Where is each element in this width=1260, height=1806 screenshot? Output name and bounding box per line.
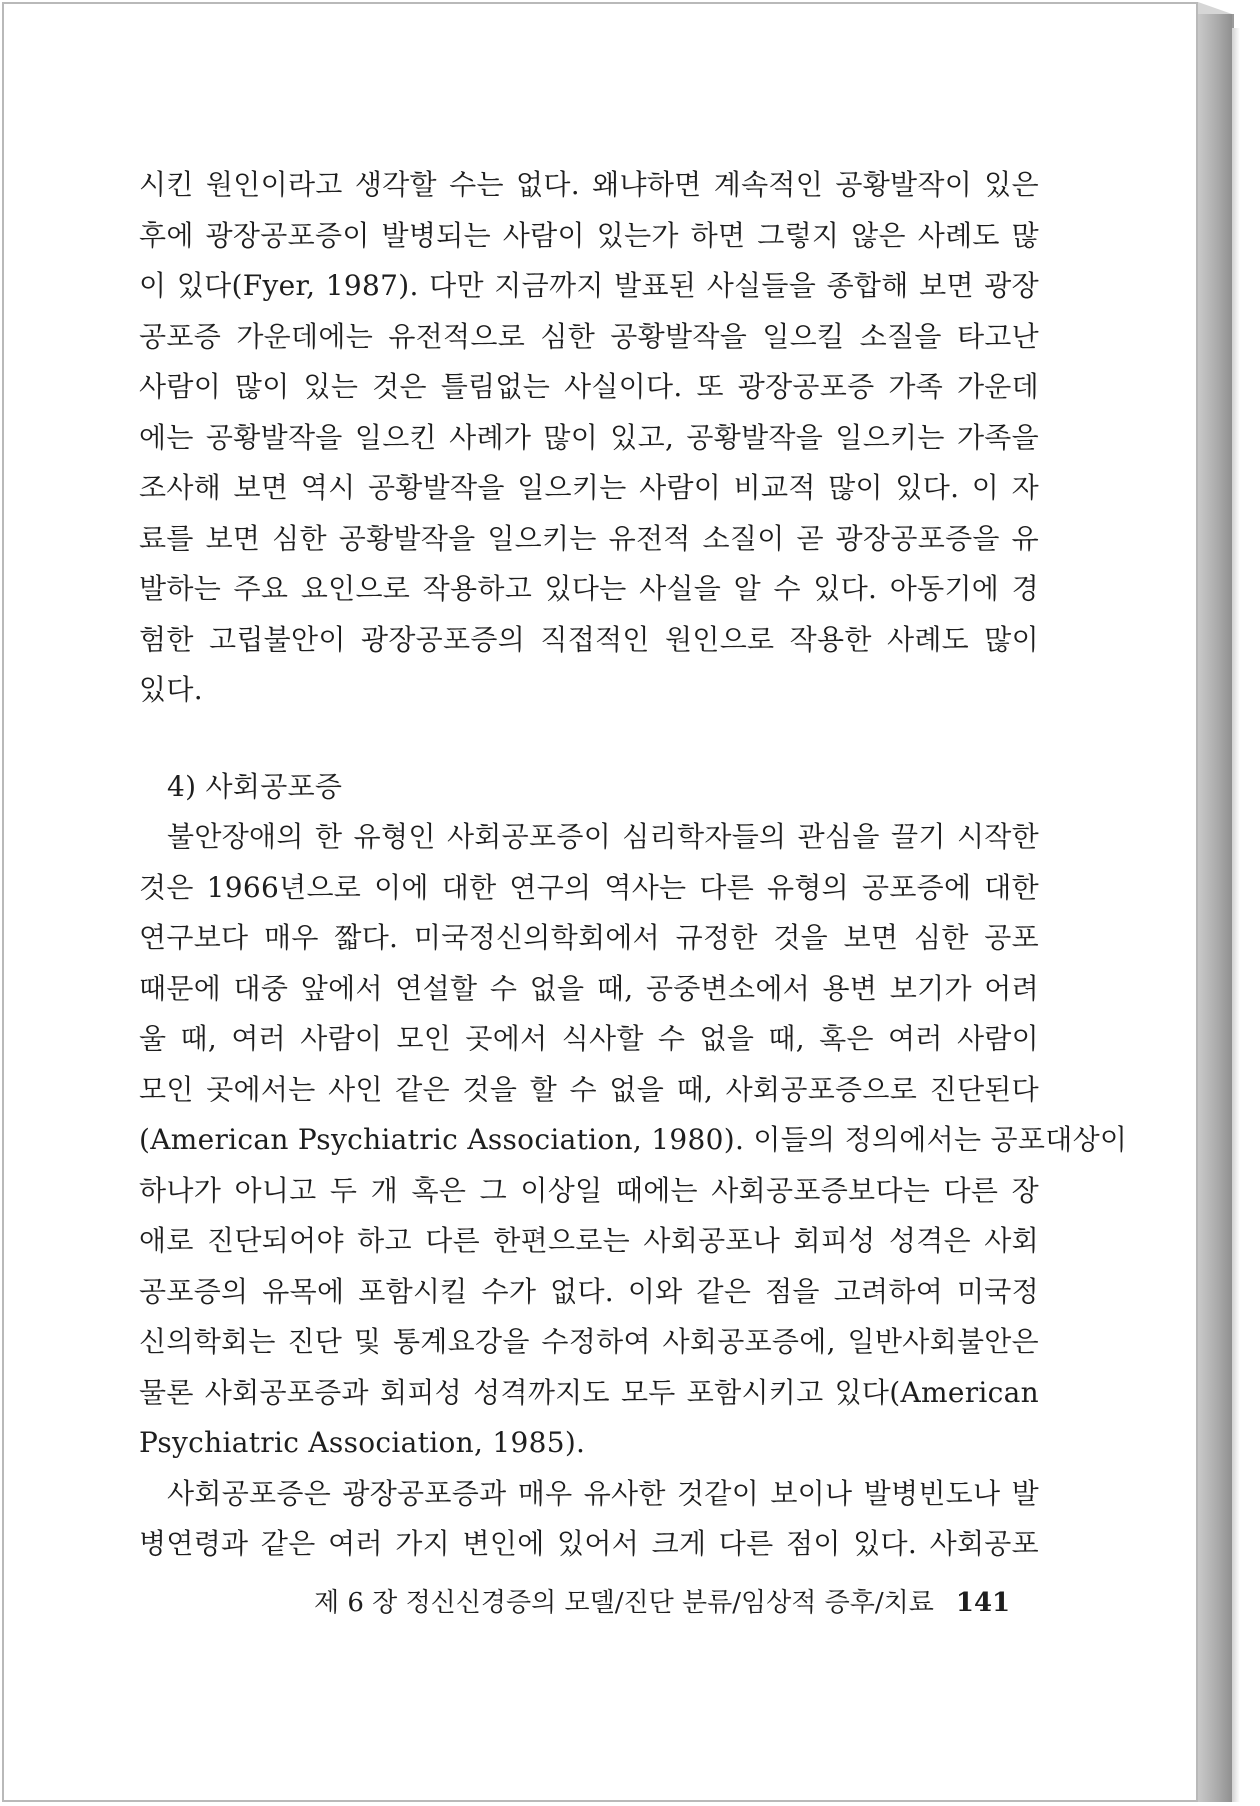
text-line: 연구보다 매우 짧다. 미국정신의학회에서 규정한 것을 보면 심한 공포 <box>139 921 1039 954</box>
text-line: 에는 공황발작을 일으킨 사례가 많이 있고, 공황발작을 일으키는 가족을 <box>139 420 1039 454</box>
text-line: 불안장애의 한 유형인 사회공포증이 심리학자들의 관심을 끌기 시작한 <box>167 820 1039 853</box>
text-line: 사회공포증은 광장공포증과 매우 유사한 것같이 보이나 발병빈도나 발 <box>167 1476 1039 1510</box>
text-line: 있다. <box>139 673 203 706</box>
text-line: 조사해 보면 역시 공황발작을 일으키는 사람이 비교적 많이 있다. 이 자 <box>139 471 1039 504</box>
text-line: 하나가 아니고 두 개 혹은 그 이상일 때에는 사회공포증보다는 다른 장 <box>139 1173 1039 1207</box>
paragraph-3 <box>139 1469 1039 1570</box>
text-line: 모인 곳에서는 사인 같은 것을 할 수 없을 때, 사회공포증으로 진단된다 <box>139 1072 1039 1106</box>
page-footer <box>314 1582 1014 1619</box>
page-stack-edge <box>1198 14 1234 1802</box>
text-line: 공포증 가운데에는 유전적으로 심한 공황발작을 일으킬 소질을 타고난 <box>139 319 1039 353</box>
body-text <box>139 160 1128 1570</box>
text-line: (American Psychiatric Association, 1980). 이들의 정의에서는 공포대상이 <box>139 1123 1128 1156</box>
text-line: 물론 사회공포증과 회피성 성격까지도 모두 포함시키고 있다(American <box>139 1375 1039 1409</box>
text-line: 신의학회는 진단 및 통계요강을 수정하여 사회공포증에, 일반사회불안은 <box>139 1325 1039 1358</box>
page-shadow <box>1232 28 1240 1802</box>
text-line: 사람이 많이 있는 것은 틀림없는 사실이다. 또 광장공포증 가족 가운데 <box>139 370 1039 403</box>
text-line: 발하는 주요 요인으로 작용하고 있다는 사실을 알 수 있다. 아동기에 경 <box>139 572 1039 605</box>
text-line: 시킨 원인이라고 생각할 수는 없다. 왜냐하면 계속적인 공황발작이 있은 <box>139 168 1039 201</box>
text-line: 공포증의 유목에 포함시킬 수가 없다. 이와 같은 점을 고려하여 미국정 <box>139 1274 1039 1308</box>
text-line: 때문에 대중 앞에서 연설할 수 없을 때, 공중변소에서 용변 보기가 어려 <box>139 971 1039 1005</box>
page-number: 141 <box>955 1588 1011 1618</box>
text-line: 병연령과 같은 여러 가지 변인에 있어서 크게 다른 점이 있다. 사회공포 <box>139 1527 1039 1560</box>
paragraph-2 <box>139 812 1128 1469</box>
text-line: 후에 광장공포증이 발병되는 사람이 있는가 하면 그렇지 않은 사례도 많 <box>139 218 1039 252</box>
text-line: 애로 진단되어야 하고 다른 한편으로는 사회공포나 회피성 성격은 사회 <box>139 1224 1039 1257</box>
text-line: 울 때, 여러 사람이 모인 곳에서 식사할 수 없을 때, 혹은 여러 사람이 <box>139 1022 1039 1055</box>
paragraph-1 <box>139 160 1039 716</box>
text-line: 료를 보면 심한 공황발작을 일으키는 유전적 소질이 곧 광장공포증을 유 <box>139 521 1039 555</box>
page-stack-top <box>1198 2 1232 14</box>
section-heading: 4) 사회공포증 <box>167 769 343 803</box>
text-line: 험한 고립불안이 광장공포증의 직접적인 원인으로 작용한 사례도 많이 <box>139 622 1039 656</box>
running-title: 제 6 장 정신신경증의 모델/진단 분류/임상적 증후/치료 <box>314 1588 934 1618</box>
text-line: Psychiatric Association, 1985). <box>139 1426 586 1459</box>
text-line: 것은 1966년으로 이에 대한 연구의 역사는 다른 유형의 공포증에 대한 <box>139 870 1039 904</box>
text-line: 이 있다(Fyer, 1987). 다만 지금까지 발표된 사실들을 종합해 보면 광장 <box>139 269 1039 302</box>
